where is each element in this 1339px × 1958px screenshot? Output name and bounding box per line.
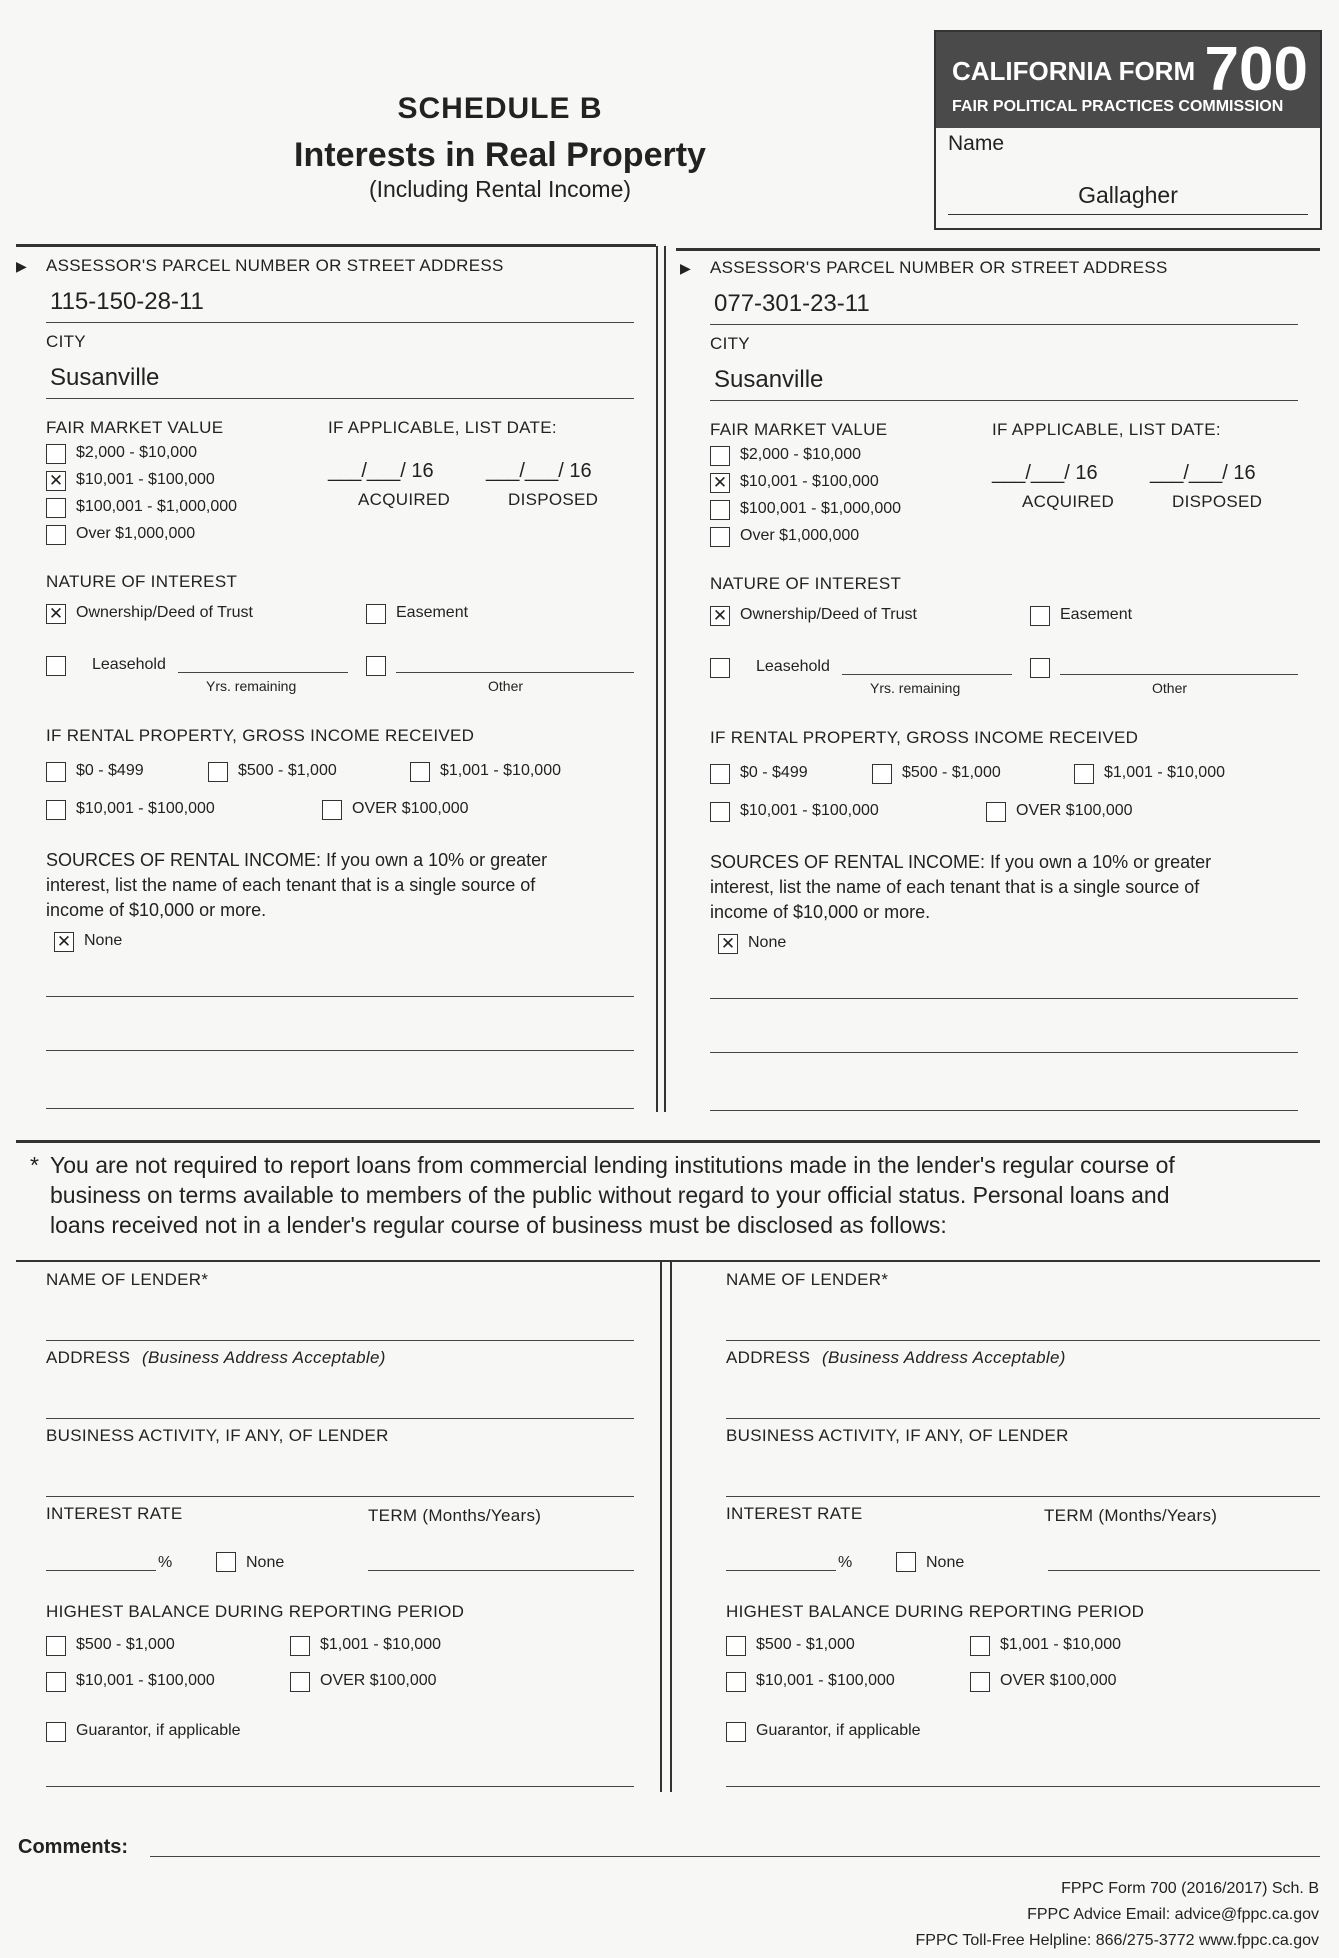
property-2-fmv-checkbox-2[interactable]: [710, 500, 730, 520]
property-1-parcel-underline: [46, 322, 634, 323]
loan-2-guarantor-checkbox[interactable]: [726, 1722, 746, 1742]
property-1-rental-checkbox-0[interactable]: [46, 762, 66, 782]
property-1-fmv-checkbox-2[interactable]: [46, 498, 66, 518]
loan-2-balance-checkbox-1[interactable]: [970, 1636, 990, 1656]
loan-1-percent-sign: %: [158, 1554, 173, 1571]
property-1-sources-none-checkbox[interactable]: ✕: [54, 932, 74, 952]
property-2-city-value[interactable]: Susanville: [714, 366, 824, 393]
note-line-2: business on terms available to members of the public without regard to your official status. Personal loans and: [50, 1182, 1170, 1208]
badge-commission: FAIR POLITICAL PRACTICES COMMISSION: [952, 98, 1284, 115]
property-2-easement-label: Easement: [1060, 606, 1133, 623]
footer-helpline: FPPC Toll-Free Helpline: 866/275-3772 www.fppc.ca.gov: [915, 1932, 1319, 1949]
loan-2-rate-none-label: None: [926, 1554, 965, 1571]
loan-1-rate-field[interactable]: [46, 1570, 156, 1571]
property-1-sources-line-2: interest, list the name of each tenant that is a single source of: [46, 875, 536, 895]
property-2-rental-checkbox-0[interactable]: [710, 764, 730, 784]
loan-1-rate-label: INTEREST RATE: [46, 1504, 183, 1523]
property-1-leasehold-checkbox[interactable]: [46, 656, 66, 676]
property-1-city-label: CITY: [46, 332, 86, 351]
property-2-arrow-icon: ▶: [680, 260, 691, 276]
property-2-parcel-underline: [710, 324, 1298, 325]
column-divider-b: [664, 246, 666, 1112]
loan-1-guarantor-label: Guarantor, if applicable: [76, 1722, 241, 1739]
property-2-rental-option-3: $10,001 - $100,000: [740, 802, 879, 819]
property-2-rental-option-0: $0 - $499: [740, 764, 808, 781]
property-2-disposed-date[interactable]: ___/___/ 16: [1150, 462, 1256, 484]
loan-2-rate-none-checkbox[interactable]: [896, 1552, 916, 1572]
loan-1-balance-checkbox-0[interactable]: [46, 1636, 66, 1656]
property-2-leasehold-label: Leasehold: [756, 658, 830, 675]
property-1-easement-label: Easement: [396, 604, 469, 621]
note-line-1: You are not required to report loans from commercial lending institutions made in the lender's regular course of: [50, 1152, 1175, 1178]
loan-2-balance-checkbox-2[interactable]: [726, 1672, 746, 1692]
property-2-rental-checkbox-2[interactable]: [1074, 764, 1094, 784]
property-2-rental-checkbox-1[interactable]: [872, 764, 892, 784]
property-1-fmv-checkbox-0[interactable]: [46, 444, 66, 464]
property-1-sources-none-label: None: [84, 932, 123, 949]
badge-form-label: CALIFORNIA FORM: [952, 56, 1196, 86]
loan-2-address-label: ADDRESS: [726, 1348, 811, 1367]
property-1-rental-option-1: $500 - $1,000: [238, 762, 337, 779]
property-2-disposed-label: DISPOSED: [1172, 492, 1263, 511]
name-underline: [948, 214, 1308, 215]
property-1-nature-label: NATURE OF INTEREST: [46, 572, 238, 591]
loan-2-rate-field[interactable]: [726, 1570, 836, 1571]
property-2-acquired-label: ACQUIRED: [1022, 492, 1115, 511]
comments-label: Comments:: [18, 1836, 129, 1858]
loan-1-balance-option-0: $500 - $1,000: [76, 1636, 175, 1653]
loan-1-guarantor-checkbox[interactable]: [46, 1722, 66, 1742]
loan-1-rate-none-label: None: [246, 1554, 285, 1571]
property-1-other-field[interactable]: [396, 672, 634, 673]
form-title: Interests in Real Property: [294, 136, 706, 174]
loan-1-term-label: TERM (Months/Years): [368, 1506, 542, 1525]
property-2-other-field[interactable]: [1060, 674, 1298, 675]
property-1-easement-checkbox[interactable]: [366, 604, 386, 624]
property-1-rental-checkbox-1[interactable]: [208, 762, 228, 782]
property-1-rental-option-4: OVER $100,000: [352, 800, 469, 817]
form-badge: [934, 30, 1322, 230]
loan-2-lender-field[interactable]: [726, 1340, 1320, 1341]
property-2-tenant-line-1[interactable]: [710, 1052, 1298, 1053]
property-1-fmv-checkbox-3[interactable]: [46, 525, 66, 545]
property-2-rental-option-1: $500 - $1,000: [902, 764, 1001, 781]
footer-email: FPPC Advice Email: advice@fppc.ca.gov: [1027, 1906, 1319, 1923]
loan-1-address-label: ADDRESS: [46, 1348, 131, 1367]
loan-2-term-field[interactable]: [1048, 1570, 1320, 1571]
property-2-list-date-label: IF APPLICABLE, LIST DATE:: [992, 420, 1221, 439]
loan-1-balance-option-2: $10,001 - $100,000: [76, 1672, 215, 1689]
loan-2-guarantor-label: Guarantor, if applicable: [756, 1722, 921, 1739]
property-2-tenant-line-0[interactable]: [710, 998, 1298, 999]
property-2-yrs-remaining-label: Yrs. remaining: [870, 680, 961, 696]
property-1-disposed-date[interactable]: ___/___/ 16: [486, 460, 592, 482]
property-1-list-date-label: IF APPLICABLE, LIST DATE:: [328, 418, 557, 437]
loan-2-address-note: (Business Address Acceptable): [822, 1348, 1066, 1367]
loan-2-activity-label: BUSINESS ACTIVITY, IF ANY, OF LENDER: [726, 1426, 1069, 1445]
loan-1-address-field[interactable]: [46, 1418, 634, 1419]
property-2-rental-label: IF RENTAL PROPERTY, GROSS INCOME RECEIVED: [710, 728, 1139, 747]
loan-2-lender-label: NAME OF LENDER*: [726, 1270, 889, 1289]
loan-1-address-note: (Business Address Acceptable): [142, 1348, 386, 1367]
property-1-tenant-line-0[interactable]: [46, 996, 634, 997]
property-2-nature-label: NATURE OF INTEREST: [710, 574, 902, 593]
property-1-ownership-label: Ownership/Deed of Trust: [76, 604, 253, 621]
property-2-ownership-label: Ownership/Deed of Trust: [740, 606, 917, 623]
property-1-city-underline: [46, 398, 634, 399]
property-1-rental-label: IF RENTAL PROPERTY, GROSS INCOME RECEIVED: [46, 726, 475, 745]
note-top-rule: [16, 1140, 1320, 1143]
schedule-label: SCHEDULE B: [397, 92, 603, 125]
property-1-acquired-date[interactable]: ___/___/ 16: [328, 460, 434, 482]
property-1-arrow-icon: ▶: [16, 258, 27, 274]
badge-form-number: 700: [1204, 35, 1308, 104]
property-2-fmv-option-1: $10,001 - $100,000: [740, 473, 879, 490]
form-subtitle: (Including Rental Income): [368, 176, 632, 202]
property-1-rental-checkbox-2[interactable]: [410, 762, 430, 782]
property-2-rental-checkbox-3[interactable]: [710, 802, 730, 822]
property-1-tenant-line-1[interactable]: [46, 1050, 634, 1051]
loan-1-balance-checkbox-2[interactable]: [46, 1672, 66, 1692]
property-2-fmv-checkbox-3[interactable]: [710, 527, 730, 547]
loan-2-balance-checkbox-0[interactable]: [726, 1636, 746, 1656]
property-2-acquired-date[interactable]: ___/___/ 16: [992, 462, 1098, 484]
badge-header: [936, 32, 1320, 128]
property-1-fmv-checkbox-1[interactable]: ✕: [46, 471, 66, 491]
property-2-easement-checkbox[interactable]: [1030, 606, 1050, 626]
loan-1-lender-field[interactable]: [46, 1340, 634, 1341]
loan-2-address-field[interactable]: [726, 1418, 1320, 1419]
loan-divider-a: [660, 1262, 662, 1792]
property-1-rental-option-3: $10,001 - $100,000: [76, 800, 215, 817]
loan-2-balance-checkbox-3[interactable]: [970, 1672, 990, 1692]
loan-2-balance-option-3: OVER $100,000: [1000, 1672, 1117, 1689]
property-2-fmv-checkbox-0[interactable]: [710, 446, 730, 466]
property-1-other-label: Other: [488, 678, 524, 694]
property-2-leasehold-field[interactable]: [842, 674, 1012, 675]
property-2-fmv-label: FAIR MARKET VALUE: [710, 420, 888, 439]
property-1-fmv-option-2: $100,001 - $1,000,000: [76, 498, 238, 515]
property-1-rental-checkbox-4[interactable]: [322, 800, 342, 820]
loan-1-balance-label: HIGHEST BALANCE DURING REPORTING PERIOD: [46, 1602, 465, 1621]
loan-2-guarantor-field[interactable]: [726, 1786, 1320, 1787]
property-1-fmv-label: FAIR MARKET VALUE: [46, 418, 224, 437]
property-2-city-underline: [710, 400, 1298, 401]
property-2-rental-checkbox-4[interactable]: [986, 802, 1006, 822]
property-2-ownership-checkbox[interactable]: ✕: [710, 606, 730, 626]
property-1-ownership-checkbox[interactable]: ✕: [46, 604, 66, 624]
asterisk-mark: *: [30, 1152, 39, 1178]
property-2-rental-option-4: OVER $100,000: [1016, 802, 1133, 819]
property-1-leasehold-field[interactable]: [178, 672, 348, 673]
property-1-fmv-option-1: $10,001 - $100,000: [76, 471, 215, 488]
property-1-parcel-value[interactable]: 115-150-28-11: [50, 288, 204, 315]
column-divider-a: [656, 246, 658, 1112]
property-2-city-label: CITY: [710, 334, 750, 353]
loan-1-balance-checkbox-3[interactable]: [290, 1672, 310, 1692]
loan-2-balance-option-2: $10,001 - $100,000: [756, 1672, 895, 1689]
loan-1-lender-label: NAME OF LENDER*: [46, 1270, 209, 1289]
property-1-sources-line-1: SOURCES OF RENTAL INCOME: If you own a 10% or greater: [46, 850, 548, 870]
property-2-other-label: Other: [1152, 680, 1188, 696]
note-bottom-rule: [16, 1260, 1320, 1262]
property-2-fmv-option-0: $2,000 - $10,000: [740, 446, 861, 463]
property-1-tenant-line-2[interactable]: [46, 1108, 634, 1109]
property-1-acquired-label: ACQUIRED: [358, 490, 451, 509]
property-2-leasehold-checkbox[interactable]: [710, 658, 730, 678]
property-1-other-checkbox[interactable]: [366, 656, 386, 676]
name-label: Name: [948, 132, 1005, 155]
loan-1-activity-label: BUSINESS ACTIVITY, IF ANY, OF LENDER: [46, 1426, 389, 1445]
loan-2-balance-option-1: $1,001 - $10,000: [1000, 1636, 1121, 1653]
property-1-sources-line-3: income of $10,000 or more.: [46, 900, 267, 920]
property-1-rental-option-2: $1,001 - $10,000: [440, 762, 561, 779]
loan-2-balance-option-0: $500 - $1,000: [756, 1636, 855, 1653]
property-2-rental-option-2: $1,001 - $10,000: [1104, 764, 1225, 781]
property-2-tenant-line-2[interactable]: [710, 1110, 1298, 1111]
property-2-sources-line-1: SOURCES OF RENTAL INCOME: If you own a 10% or greater: [710, 852, 1212, 872]
loan-1-balance-option-3: OVER $100,000: [320, 1672, 437, 1689]
section-top-rule-right: [676, 248, 1320, 251]
property-1-yrs-remaining-label: Yrs. remaining: [206, 678, 297, 694]
name-field[interactable]: Gallagher: [1078, 182, 1178, 208]
comments-field[interactable]: [150, 1856, 1320, 1857]
property-1-fmv-option-0: $2,000 - $10,000: [76, 444, 197, 461]
loan-2-rate-label: INTEREST RATE: [726, 1504, 863, 1523]
property-2-sources-none-label: None: [748, 934, 787, 951]
loan-divider-b: [670, 1262, 672, 1792]
property-2-fmv-option-2: $100,001 - $1,000,000: [740, 500, 902, 517]
section-top-rule-left: [16, 244, 656, 247]
property-2-parcel-value[interactable]: 077-301-23-11: [714, 290, 870, 317]
loan-2-percent-sign: %: [838, 1554, 853, 1571]
property-1-disposed-label: DISPOSED: [508, 490, 599, 509]
property-2-parcel-label: ASSESSOR'S PARCEL NUMBER OR STREET ADDRESS: [710, 258, 1168, 277]
property-2-sources-line-2: interest, list the name of each tenant that is a single source of: [710, 877, 1200, 897]
loan-1-guarantor-field[interactable]: [46, 1786, 634, 1787]
property-2-fmv-checkbox-1[interactable]: ✕: [710, 473, 730, 493]
property-2-sources-line-3: income of $10,000 or more.: [710, 902, 931, 922]
property-2-fmv-option-3: Over $1,000,000: [740, 527, 860, 544]
loan-1-term-field[interactable]: [368, 1570, 634, 1571]
property-1-city-value[interactable]: Susanville: [50, 364, 160, 391]
property-1-parcel-label: ASSESSOR'S PARCEL NUMBER OR STREET ADDRESS: [46, 256, 504, 275]
footer-form: FPPC Form 700 (2016/2017) Sch. B: [1061, 1880, 1319, 1897]
loan-2-term-label: TERM (Months/Years): [1044, 1506, 1218, 1525]
note-line-3: loans received not in a lender's regular course of business must be disclosed as follows:: [50, 1212, 947, 1238]
property-1-fmv-option-3: Over $1,000,000: [76, 525, 196, 542]
property-2-other-checkbox[interactable]: [1030, 658, 1050, 678]
property-2-sources-none-checkbox[interactable]: ✕: [718, 934, 738, 954]
property-1-rental-option-0: $0 - $499: [76, 762, 144, 779]
loan-2-balance-label: HIGHEST BALANCE DURING REPORTING PERIOD: [726, 1602, 1145, 1621]
loan-1-balance-checkbox-1[interactable]: [290, 1636, 310, 1656]
loan-1-rate-none-checkbox[interactable]: [216, 1552, 236, 1572]
property-1-leasehold-label: Leasehold: [92, 656, 166, 673]
loan-2-activity-field[interactable]: [726, 1496, 1320, 1497]
loan-1-activity-field[interactable]: [46, 1496, 634, 1497]
loan-1-balance-option-1: $1,001 - $10,000: [320, 1636, 441, 1653]
property-1-rental-checkbox-3[interactable]: [46, 800, 66, 820]
